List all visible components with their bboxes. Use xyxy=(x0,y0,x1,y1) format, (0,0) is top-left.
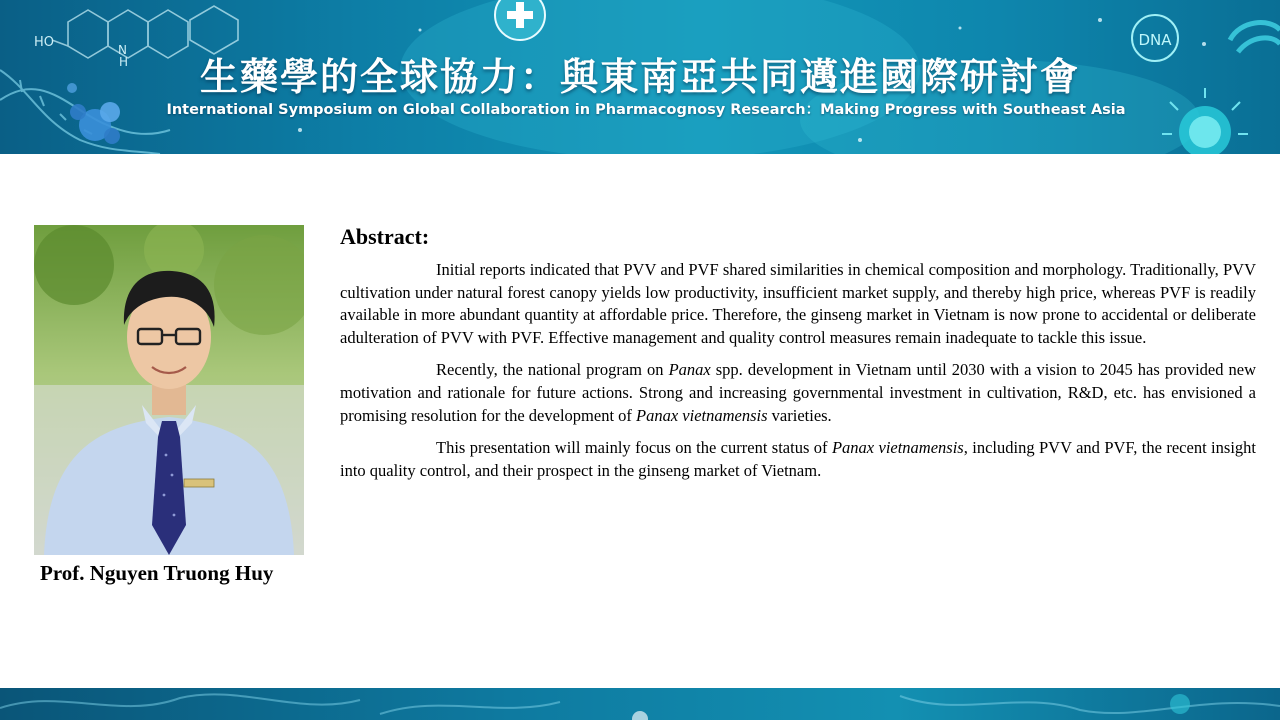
abstract-p2-text-a: Recently, the national program on xyxy=(436,360,669,380)
abstract-p3-text-c: , including PVV and PVF, the recent insight into quality control, and their prospect in the ginseng market of Vietnam. xyxy=(340,438,1256,480)
banner-title-english: International Symposium on Global Collaboration in Pharmacognosy Research：Making Progress with Southeast Asia xyxy=(166,102,1126,118)
speaker-photo xyxy=(34,225,304,555)
banner-title-chinese: 生藥學的全球協力：與東南亞共同邁進國際研討會 xyxy=(199,55,1080,99)
speaker-portrait-illustration xyxy=(34,225,304,555)
dna-badge-label: DNA xyxy=(1138,31,1172,49)
header-banner xyxy=(0,0,1280,154)
abstract-p2-text-e: varieties. xyxy=(767,405,832,425)
speaker-name: Prof. Nguyen Truong Huy xyxy=(40,561,274,585)
footer-decoration xyxy=(0,688,1280,720)
molecule-label-h: H xyxy=(119,55,129,69)
abstract-heading: Abstract: xyxy=(340,224,430,249)
molecule-label-n: N xyxy=(118,43,127,57)
abstract-p3-italic-species: Panax vietnamensis xyxy=(831,438,964,458)
abstract-section xyxy=(340,224,1256,492)
abstract-p2-italic-panax: Panax xyxy=(668,360,711,380)
abstract-paragraph-1: Initial reports indicated that PVV and PVF shared similarities in chemical composition and morphology. Traditionally, PVV cultivation under natural forest canopy yields low productivity, insufficient market supply, and thereby high price, whereas PVF is readily available in more abundant quantity at affordable price. Therefore, the ginseng market in Vietnam is now prone to accidental or deliberate adulteration of PVV with PVF. Effective management and quality control measures remain inadequate to tackle this issue. xyxy=(340,260,1256,347)
abstract-p2-italic-species: Panax vietnamensis xyxy=(636,405,768,425)
abstract-paragraph-3 xyxy=(340,437,1256,482)
abstract-p2-text-c: spp. development in Vietnam until 2030 with a vision to 2045 has provided new motivation and rationale for future actions. Strong and increasing governmental investment in cultivation, R&D, etc. has envisioned a promising resolution for the development of xyxy=(340,360,1256,425)
medical-cross-icon xyxy=(495,0,545,40)
molecule-label-ho: HO xyxy=(34,35,55,50)
abstract-paragraph-2 xyxy=(340,359,1256,427)
abstract-p3-text-a: This presentation will mainly focus on the current status of xyxy=(436,438,832,458)
footer-banner xyxy=(0,688,1280,720)
